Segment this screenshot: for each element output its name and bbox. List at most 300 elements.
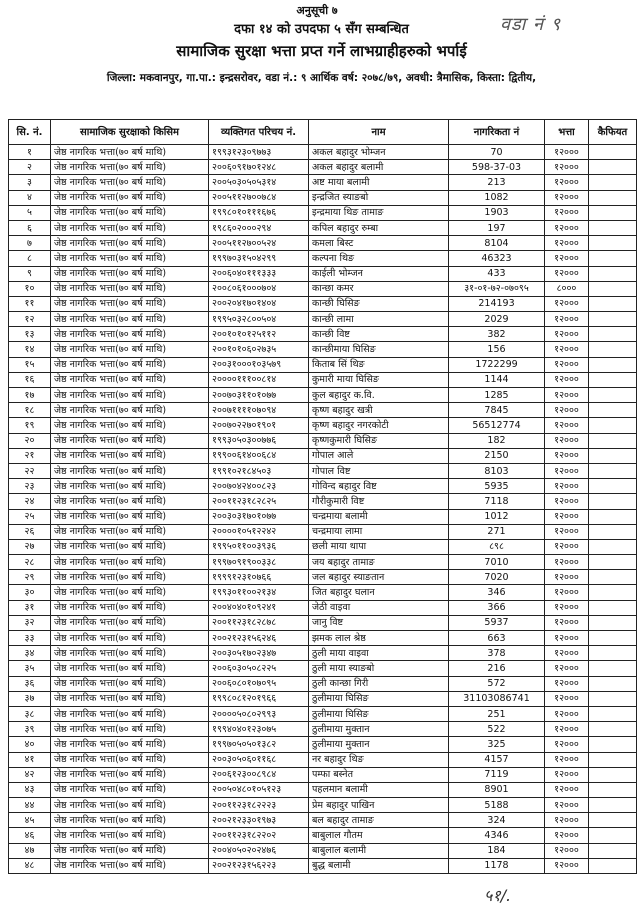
cell-id: २००६०३०५०८२२५ [209,661,309,676]
cell-id: १९९३०११००२१३४ [209,585,309,600]
cell-name: किताब सिं थिङ [309,357,449,372]
cell-id: २००६०९१७०१२४८ [209,160,309,175]
table-row [9,205,637,220]
table-row [9,509,637,524]
cell-sn: ३६ [9,676,51,691]
cell-allowance: १२००० [545,403,589,418]
cell-name: कान्छी विष्ट [309,327,449,342]
cell-remarks [589,251,637,266]
cell-type: जेष्ठ नागरिक भत्ता(७० बर्ष माथि) [51,691,209,706]
table-row [9,145,637,160]
cell-sn: ५ [9,205,51,220]
cell-allowance: १२००० [545,782,589,797]
cell-remarks [589,145,637,160]
cell-sn: ३५ [9,661,51,676]
table-row [9,585,637,600]
cell-id: १९९७०३१५०४२९९ [209,251,309,266]
cell-name: ठुलीमाया मुक्तान [309,722,449,737]
cell-name: इन्द्रजित स्याङबो [309,190,449,205]
cell-type: जेष्ठ नागरिक भत्ता(७० बर्ष माथि) [51,251,209,266]
cell-citizenship: 378 [449,646,545,661]
cell-name: झमक लाल श्रेष्ठ [309,631,449,646]
cell-citizenship: 8104 [449,236,545,251]
cell-remarks [589,463,637,478]
table-row [9,463,637,478]
cell-sn: २७ [9,539,51,554]
cell-id: २००११२३१८२२२३ [209,798,309,813]
cell-remarks [589,539,637,554]
cell-remarks [589,266,637,281]
table-row [9,418,637,433]
cell-citizenship: 2150 [449,448,545,463]
cell-allowance: १२००० [545,145,589,160]
table-row [9,388,637,403]
cell-type: जेष्ठ नागरिक भत्ता(७० बर्ष माथि) [51,555,209,570]
cell-allowance: १२००० [545,813,589,828]
cell-sn: २३ [9,479,51,494]
cell-allowance: १२००० [545,372,589,387]
table-row [9,372,637,387]
cell-remarks [589,403,637,418]
table-row [9,539,637,554]
cell-remarks [589,327,637,342]
cell-name: बुद्ध बलामी [309,858,449,873]
cell-id: २००२१२३३०१९७३ [209,813,309,828]
cell-allowance: १२००० [545,631,589,646]
cell-sn: २५ [9,509,51,524]
cell-type: जेष्ठ नागरिक भत्ता(७० बर्ष माथि) [51,646,209,661]
cell-sn: २१ [9,448,51,463]
cell-type: जेष्ठ नागरिक भत्ता(७० बर्ष माथि) [51,145,209,160]
table-row [9,767,637,782]
cell-sn: ४३ [9,782,51,797]
cell-allowance: १२००० [545,767,589,782]
cell-allowance: १२००० [545,570,589,585]
cell-sn: ८ [9,251,51,266]
cell-name: जानु विष्ट [309,615,449,630]
cell-name: अकल बहादुर बलामी [309,160,449,175]
cell-name: नर बहादुर थिङ [309,752,449,767]
table-row [9,251,637,266]
cell-sn: ३ [9,175,51,190]
cell-name: कान्छीमाया घिसिङ [309,342,449,357]
cell-sn: ४ [9,190,51,205]
cell-citizenship: 663 [449,631,545,646]
cell-sn: ४४ [9,798,51,813]
cell-sn: ३३ [9,631,51,646]
cell-citizenship: 197 [449,220,545,235]
cell-allowance: १२००० [545,220,589,235]
cell-id: १९९३१२३०९७७३ [209,145,309,160]
cell-citizenship: 56512774 [449,418,545,433]
cell-name: बल बहादुर तामाङ [309,813,449,828]
table-row [9,357,637,372]
cell-citizenship: 382 [449,327,545,342]
cell-id: २००४०४०१०९२४१ [209,600,309,615]
cell-remarks [589,767,637,782]
cell-type: जेष्ठ नागरिक भत्ता(७० बर्ष माथि) [51,388,209,403]
cell-id: २००११२३१८२८२५ [209,494,309,509]
cell-citizenship: 8103 [449,463,545,478]
cell-remarks [589,205,637,220]
cell-citizenship: 7118 [449,494,545,509]
col-header-allowance: भत्ता [545,120,589,145]
cell-citizenship: 346 [449,585,545,600]
cell-allowance: १२००० [545,448,589,463]
cell-id: २००००५०८०२९९३ [209,706,309,721]
cell-id: १९९४०४०१२३०७५ [209,722,309,737]
cell-type: जेष्ठ नागरिक भत्ता(७० बर्ष माथि) [51,767,209,782]
cell-citizenship: 5188 [449,798,545,813]
table-row [9,220,637,235]
cell-type: जेष्ठ नागरिक भत्ता(७० बर्ष माथि) [51,266,209,281]
cell-type: जेष्ठ नागरिक भत्ता(७० बर्ष माथि) [51,722,209,737]
cell-sn: २० [9,433,51,448]
cell-allowance: १२००० [545,160,589,175]
cell-citizenship: 70 [449,145,545,160]
table-row [9,296,637,311]
cell-remarks [589,691,637,706]
cell-allowance: १२००० [545,798,589,813]
cell-name: ठुलीमाया घिसिङ [309,691,449,706]
cell-type: जेष्ठ नागरिक भत्ता(७० बर्ष माथि) [51,296,209,311]
table-row [9,858,637,873]
beneficiary-table [8,119,637,874]
cell-type: जेष्ठ नागरिक भत्ता(७० बर्ष माथि) [51,175,209,190]
cell-id: २००३०३१७०१०७७ [209,509,309,524]
cell-name: बाबुलाल बलामी [309,843,449,858]
cell-citizenship: 271 [449,524,545,539]
cell-allowance: १२००० [545,418,589,433]
cell-remarks [589,585,637,600]
cell-citizenship: 216 [449,661,545,676]
cell-allowance: १२००० [545,600,589,615]
cell-citizenship: 1178 [449,858,545,873]
col-header-sn: सि. नं. [9,120,51,145]
cell-id: १९८६०२०००२९४ [209,220,309,235]
cell-allowance: १२००० [545,661,589,676]
cell-type: जेष्ठ नागरिक भत्ता(७० बर्ष माथि) [51,205,209,220]
cell-id: २००७११११०७०९४ [209,403,309,418]
cell-type: जेष्ठ नागरिक भत्ता(७० बर्ष माथि) [51,312,209,327]
cell-sn: ३४ [9,646,51,661]
cell-sn: २८ [9,555,51,570]
table-row [9,448,637,463]
cell-allowance: १२००० [545,296,589,311]
cell-sn: ४७ [9,843,51,858]
cell-id: २००५११२७००७८४ [209,190,309,205]
cell-remarks [589,631,637,646]
cell-name: अकल बहादुर भोम्जन [309,145,449,160]
table-row [9,615,637,630]
cell-allowance: १२००० [545,357,589,372]
cell-name: चन्द्रमाया लामा [309,524,449,539]
cell-citizenship: ८९८ [449,539,545,554]
cell-sn: ३७ [9,691,51,706]
cell-allowance: १२००० [545,205,589,220]
cell-allowance: १२००० [545,585,589,600]
cell-allowance: १२००० [545,479,589,494]
cell-citizenship: 1903 [449,205,545,220]
cell-sn: २ [9,160,51,175]
cell-citizenship: 1722299 [449,357,545,372]
cell-type: जेष्ठ नागरिक भत्ता(७० बर्ष माथि) [51,813,209,828]
cell-sn: ४५ [9,813,51,828]
cell-allowance: १२००० [545,858,589,873]
cell-sn: २९ [9,570,51,585]
table-row [9,722,637,737]
cell-allowance: १२००० [545,312,589,327]
cell-remarks [589,175,637,190]
cell-name: ठुलीमाया घिसिङ [309,706,449,721]
cell-name: गौरीकुमारी विष्ट [309,494,449,509]
cell-type: जेष्ठ नागरिक भत्ता(७० बर्ष माथि) [51,782,209,797]
cell-sn: ९ [9,266,51,281]
cell-id: २००१०१०६०२७३५ [209,342,309,357]
table-row [9,798,637,813]
cell-remarks [589,722,637,737]
cell-citizenship: 213 [449,175,545,190]
table-row [9,281,637,296]
cell-allowance: १२००० [545,706,589,721]
cell-citizenship: 7845 [449,403,545,418]
cell-name: अष्ट माया बलामी [309,175,449,190]
col-header-id: व्यक्तिगत परिचय नं. [209,120,309,145]
table-row [9,433,637,448]
cell-id: १९९८०८१२०१९६६ [209,691,309,706]
cell-allowance: १२००० [545,524,589,539]
cell-citizenship: 31103086741 [449,691,545,706]
cell-type: जेष्ठ नागरिक भत्ता(७० बर्ष माथि) [51,706,209,721]
cell-remarks [589,570,637,585]
cell-type: जेष्ठ नागरिक भत्ता(७० बर्ष माथि) [51,798,209,813]
cell-citizenship: 2029 [449,312,545,327]
cell-type: जेष्ठ नागरिक भत्ता(७० बर्ष माथि) [51,828,209,843]
cell-sn: ६ [9,220,51,235]
cell-remarks [589,418,637,433]
cell-citizenship: 1285 [449,388,545,403]
cell-name: कपिल बहादुर रुम्बा [309,220,449,235]
cell-name: ठुली माया स्याङबो [309,661,449,676]
table-row [9,312,637,327]
cell-name: बाबुलाल गौतम [309,828,449,843]
cell-sn: १७ [9,388,51,403]
cell-remarks [589,433,637,448]
cell-sn: ३२ [9,615,51,630]
cell-sn: १३ [9,327,51,342]
cell-id: २००६०८०१०७०९५ [209,676,309,691]
cell-id: २००४०५०२०२४७६ [209,843,309,858]
cell-remarks [589,281,637,296]
cell-name: कृष्ण बहादुर नगरकोटी [309,418,449,433]
cell-id: २००००१०५१२२४२ [209,524,309,539]
col-header-citizenship: नागरिकता नं [449,120,545,145]
cell-name: ठुलीमाया मुक्तान [309,737,449,752]
cell-type: जेष्ठ नागरिक भत्ता(७० बर्ष माथि) [51,463,209,478]
cell-name: कान्छा कमर [309,281,449,296]
cell-citizenship: 251 [449,706,545,721]
cell-remarks [589,782,637,797]
cell-type: जेष्ठ नागरिक भत्ता(७० बर्ष माथि) [51,433,209,448]
cell-sn: १२ [9,312,51,327]
cell-type: जेष्ठ नागरिक भत्ता(७० बर्ष माथि) [51,342,209,357]
cell-id: १९९५०११००३९३६ [209,539,309,554]
cell-citizenship: 4157 [449,752,545,767]
cell-id: २००११२३१८२२०२ [209,828,309,843]
cell-name: कुमारी माया घिसिङ [309,372,449,387]
table-row [9,782,637,797]
cell-allowance: १२००० [545,722,589,737]
cell-citizenship: 1012 [449,509,545,524]
cell-name: गोविन्द बहादुर विष्ट [309,479,449,494]
cell-id: २००२०४१७०१४०४ [209,296,309,311]
cell-remarks [589,524,637,539]
table-row [9,813,637,828]
cell-sn: ७ [9,236,51,251]
cell-remarks [589,479,637,494]
cell-name: काईली भोम्जन [309,266,449,281]
cell-name: ठुली कान्छा गिरी [309,676,449,691]
cell-citizenship: 182 [449,433,545,448]
col-header-name: नाम [309,120,449,145]
cell-remarks [589,555,637,570]
cell-type: जेष्ठ नागरिक भत्ता(७० बर्ष माथि) [51,570,209,585]
cell-id: १९९७०५०५०१३८२ [209,737,309,752]
cell-citizenship: 7010 [449,555,545,570]
cell-type: जेष्ठ नागरिक भत्ता(७० बर्ष माथि) [51,190,209,205]
cell-citizenship: ३१-०१-७२-०७०९५ [449,281,545,296]
document-title: सामाजिक सुरक्षा भत्ता प्रप्त गर्ने लाभग्राहीहरुको भर्पाई [176,42,467,60]
annex-label: अनुसूची ७ [296,4,338,17]
cell-allowance: १२००० [545,388,589,403]
cell-remarks [589,600,637,615]
table-row [9,524,637,539]
cell-name: जेठी वाइवा [309,600,449,615]
cell-sn: १८ [9,403,51,418]
cell-type: जेष्ठ नागरिक भत्ता(७० बर्ष माथि) [51,676,209,691]
cell-id: २००११२३१८२८७८ [209,615,309,630]
cell-type: जेष्ठ नागरिक भत्ता(७० बर्ष माथि) [51,281,209,296]
cell-id: १९९७०९१९००३३८ [209,555,309,570]
table-row [9,828,637,843]
cell-sn: २४ [9,494,51,509]
cell-sn: १ [9,145,51,160]
table-row [9,266,637,281]
document-meta-line: जिल्ला: मकवानपुर, गा.पा.: इन्द्रसरोवर, वडा नं.: ९ आर्थिक वर्ष: २०७८/७९, अवधी: त्रैमासिक, किस्ता: द्वितीय, [106,72,537,84]
cell-type: जेष्ठ नागरिक भत्ता(७० बर्ष माथि) [51,479,209,494]
cell-citizenship: 184 [449,843,545,858]
cell-type: जेष्ठ नागरिक भत्ता(७० बर्ष माथि) [51,631,209,646]
cell-allowance: १२००० [545,327,589,342]
table-header-row [9,120,637,145]
cell-id: १९९९१२३१०७६६ [209,570,309,585]
cell-name: कृष्ण बहादुर खत्री [309,403,449,418]
cell-type: जेष्ठ नागरिक भत्ता(७० बर्ष माथि) [51,661,209,676]
cell-sn: ३१ [9,600,51,615]
cell-id: २००५०४८०१०५१२३ [209,782,309,797]
cell-sn: ४६ [9,828,51,843]
cell-citizenship: 598-37-03 [449,160,545,175]
cell-remarks [589,615,637,630]
cell-id: १९९५०३२८००५०४ [209,312,309,327]
cell-allowance: १२००० [545,539,589,554]
table-row [9,327,637,342]
cell-remarks [589,388,637,403]
cell-remarks [589,828,637,843]
cell-citizenship: 522 [449,722,545,737]
table-row [9,236,637,251]
cell-id: २००६०४०१११३३३ [209,266,309,281]
cell-id: २००२१२३१५६२४६ [209,631,309,646]
cell-sn: ४१ [9,752,51,767]
cell-sn: ३८ [9,706,51,721]
cell-name: जय बहादुर तामाङ [309,555,449,570]
cell-type: जेष्ठ नागरिक भत्ता(७० बर्ष माथि) [51,600,209,615]
cell-name: कुल बहादुर क.वि. [309,388,449,403]
cell-remarks [589,160,637,175]
cell-allowance: १२००० [545,175,589,190]
cell-name: प्रेम बहादुर पाखिन [309,798,449,813]
cell-sn: ४० [9,737,51,752]
cell-id: २००००१११००८१४ [209,372,309,387]
table-row [9,342,637,357]
cell-citizenship: 5937 [449,615,545,630]
cell-allowance: १२००० [545,843,589,858]
cell-type: जेष्ठ नागरिक भत्ता(७० बर्ष माथि) [51,357,209,372]
cell-allowance: १२००० [545,509,589,524]
cell-type: जेष्ठ नागरिक भत्ता(७० बर्ष माथि) [51,236,209,251]
table-row [9,190,637,205]
cell-name: जल बहादुर स्याङतान [309,570,449,585]
col-header-remarks: कैफियत [589,120,637,145]
cell-citizenship: 7119 [449,767,545,782]
cell-type: जेष्ठ नागरिक भत्ता(७० बर्ष माथि) [51,372,209,387]
cell-allowance: १२००० [545,266,589,281]
cell-remarks [589,312,637,327]
cell-sn: १९ [9,418,51,433]
cell-allowance: १२००० [545,251,589,266]
cell-name: पहलमान बलामी [309,782,449,797]
cell-remarks [589,798,637,813]
cell-citizenship: 325 [449,737,545,752]
cell-type: जेष्ठ नागरिक भत्ता(७० बर्ष माथि) [51,524,209,539]
cell-citizenship: 1144 [449,372,545,387]
cell-name: जित बहादुर घलान [309,585,449,600]
cell-remarks [589,752,637,767]
cell-remarks [589,646,637,661]
cell-sn: ४२ [9,767,51,782]
cell-allowance: १२००० [545,236,589,251]
cell-remarks [589,448,637,463]
cell-sn: १६ [9,372,51,387]
cell-allowance: १२००० [545,555,589,570]
table-row [9,646,637,661]
ward-handwritten-note: वडा नं ९ [500,14,562,35]
cell-sn: २६ [9,524,51,539]
cell-type: जेष्ठ नागरिक भत्ता(७० बर्ष माथि) [51,509,209,524]
cell-id: २००३०५०६०११६८ [209,752,309,767]
cell-remarks [589,236,637,251]
cell-type: जेष्ठ नागरिक भत्ता(७० बर्ष माथि) [51,160,209,175]
cell-type: जेष्ठ नागरिक भत्ता(७० बर्ष माथि) [51,752,209,767]
cell-type: जेष्ठ नागरिक भत्ता(७० बर्ष माथि) [51,843,209,858]
table-row [9,494,637,509]
cell-allowance: १२००० [545,737,589,752]
table-row [9,676,637,691]
cell-allowance: १२००० [545,615,589,630]
cell-citizenship: 4346 [449,828,545,843]
cell-citizenship: 46323 [449,251,545,266]
